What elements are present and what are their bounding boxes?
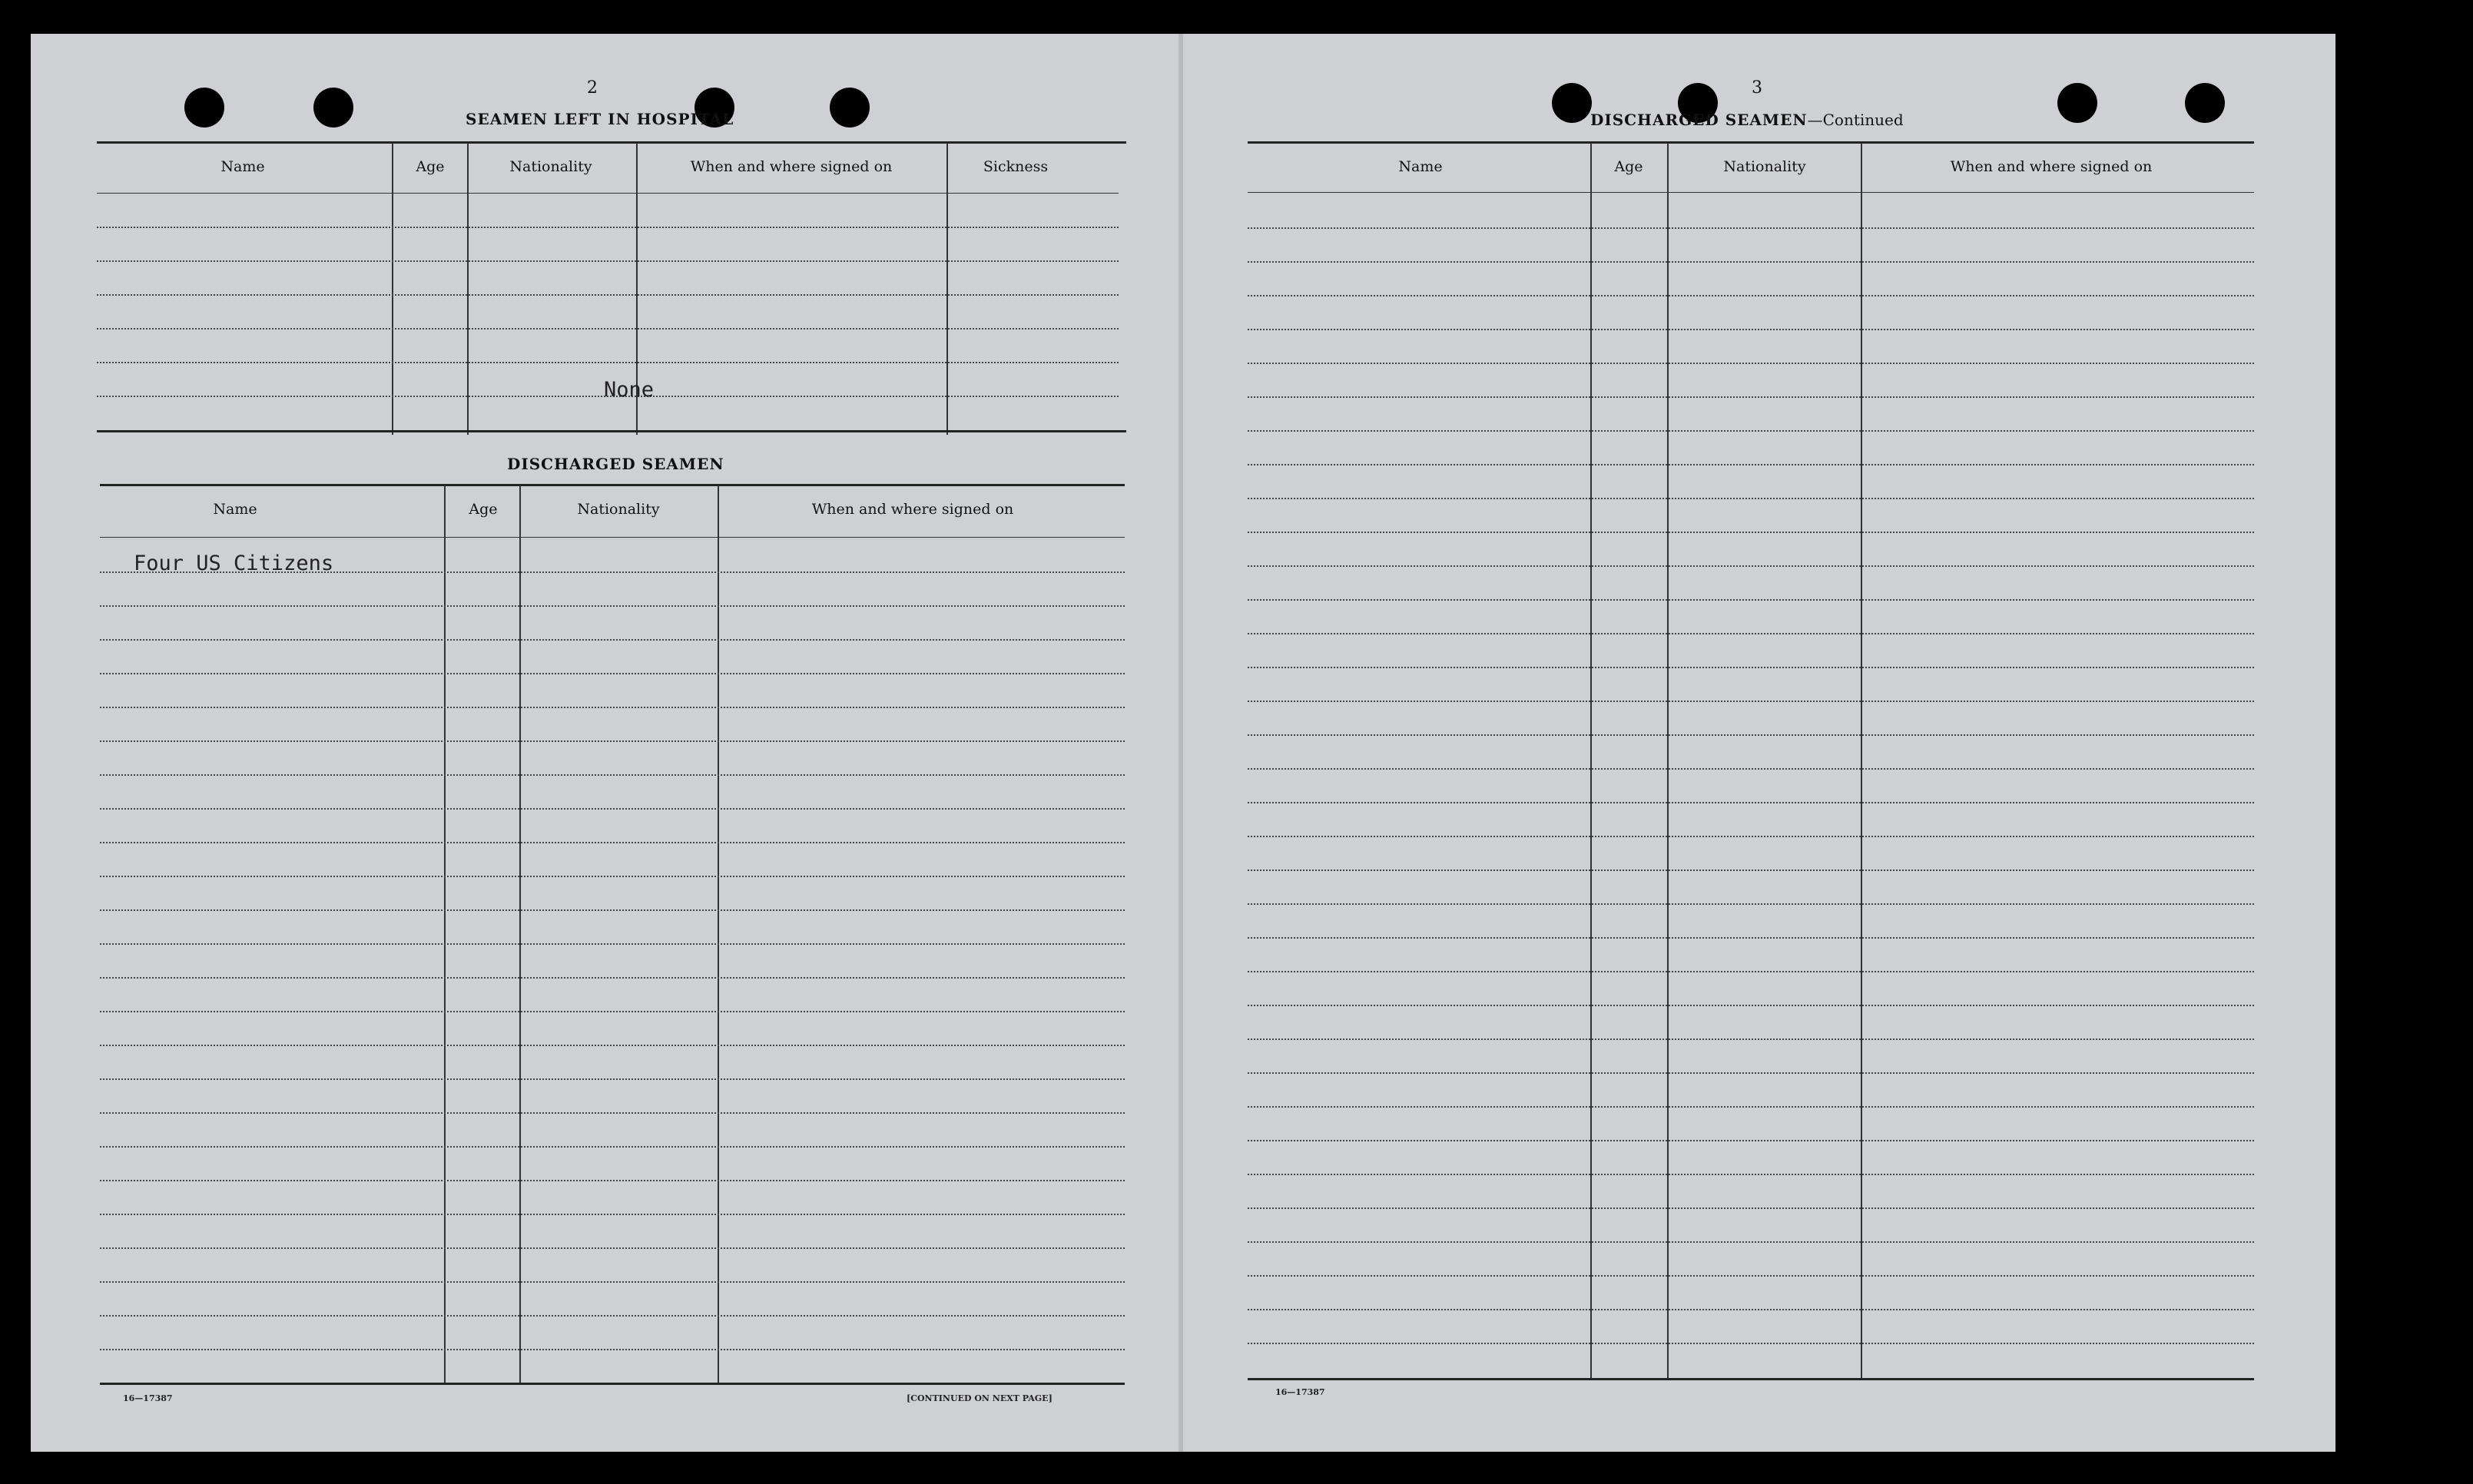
table-top-rule: [97, 141, 1126, 144]
column-divider: [519, 485, 521, 1384]
punch-hole: [2057, 83, 2097, 123]
discharged-continued-title: [1590, 111, 1904, 129]
entry-line: [1248, 295, 2254, 296]
entry-line: [1248, 1309, 2254, 1310]
entry-line: [97, 362, 1119, 363]
scanned-document-sheet: [31, 34, 2335, 1452]
punch-hole: [2185, 83, 2225, 123]
table-top-rule: [1248, 141, 2254, 144]
entry-line: [1248, 329, 2254, 330]
entry-line: [100, 1011, 1125, 1012]
entry-line: [1248, 227, 2254, 229]
entry-line: [100, 1349, 1125, 1350]
entry-line: [100, 1180, 1125, 1181]
col-nationality-header: Nationality: [1723, 158, 1806, 175]
column-divider: [444, 485, 446, 1384]
entry-line: [1248, 734, 2254, 736]
header-bottom-rule: [97, 193, 1119, 194]
entry-line: [100, 1247, 1125, 1249]
entry-line: [100, 1112, 1125, 1114]
entry-line: [100, 943, 1125, 945]
col-signed-on-header: When and where signed on: [811, 501, 1014, 518]
table-top-rule: [100, 484, 1125, 486]
punch-hole: [184, 88, 224, 128]
entry-line: [1248, 464, 2254, 465]
discharged-entry-four-us-citizens: Four US Citizens: [134, 552, 334, 575]
entry-line: [1248, 903, 2254, 905]
entry-line: [100, 1146, 1125, 1148]
entry-line: [1248, 532, 2254, 533]
col-name-header: Name: [220, 158, 265, 175]
punch-hole: [1552, 83, 1592, 123]
entry-line: [1248, 1207, 2254, 1209]
table-bottom-rule: [100, 1383, 1125, 1385]
form-number: 16—17387: [123, 1393, 173, 1403]
header-bottom-rule: [100, 537, 1125, 538]
entry-line: [100, 605, 1125, 607]
entry-line: [97, 260, 1119, 262]
entry-line: [1248, 971, 2254, 972]
col-sickness-header: Sickness: [983, 158, 1049, 175]
entry-line: [1248, 870, 2254, 871]
entry-line: [1248, 1106, 2254, 1108]
entry-line: [100, 1315, 1125, 1317]
entry-line: [1248, 498, 2254, 499]
col-name-header: Name: [1398, 158, 1443, 175]
entry-line: [1248, 836, 2254, 837]
entry-line: [100, 639, 1125, 641]
entry-line: [1248, 1275, 2254, 1277]
entry-line: [1248, 1072, 2254, 1074]
entry-line: [1248, 1038, 2254, 1040]
entry-line: [1248, 363, 2254, 364]
continued-note: [CONTINUED ON NEXT PAGE]: [907, 1393, 1053, 1403]
entry-line: [100, 1214, 1125, 1215]
entry-line: [1248, 599, 2254, 601]
entry-line: [1248, 1174, 2254, 1175]
entry-line: [1248, 802, 2254, 803]
title-main: DISCHARGED SEAMEN: [1590, 111, 1808, 129]
entry-line: [100, 673, 1125, 674]
entry-line: [100, 774, 1125, 776]
col-signed-on-header: When and where signed on: [690, 158, 893, 175]
entry-line: [100, 571, 1125, 573]
column-divider: [946, 143, 948, 435]
entry-line: [100, 876, 1125, 877]
entry-line: [1248, 565, 2254, 567]
col-name-header: Name: [213, 501, 257, 518]
entry-line: [100, 740, 1125, 742]
left-page: [31, 34, 1175, 1452]
table-bottom-rule: [1248, 1378, 2254, 1380]
entry-line: [100, 1281, 1125, 1283]
col-signed-on-header: When and where signed on: [1950, 158, 2153, 175]
entry-line: [1248, 633, 2254, 634]
entry-line: [97, 294, 1119, 296]
hospital-entry-none: None: [604, 378, 655, 402]
entry-line: [1248, 261, 2254, 263]
hospital-section-title: SEAMEN LEFT IN HOSPITAL: [466, 110, 734, 128]
punch-hole: [313, 88, 353, 128]
col-nationality-header: Nationality: [577, 501, 660, 518]
title-suffix: —Continued: [1807, 111, 1904, 129]
col-nationality-header: Nationality: [509, 158, 592, 175]
table-bottom-rule: [97, 430, 1126, 432]
entry-line: [1248, 430, 2254, 432]
form-number: 16—17387: [1275, 1387, 1325, 1397]
entry-line: [100, 909, 1125, 911]
entry-line: [1248, 1140, 2254, 1141]
page-number: 2: [587, 78, 598, 98]
entry-line: [97, 227, 1119, 228]
entry-line: [1248, 1005, 2254, 1006]
entry-line: [1248, 701, 2254, 702]
entry-line: [100, 808, 1125, 810]
entry-line: [100, 977, 1125, 979]
right-page: [1183, 34, 2335, 1452]
entry-line: [100, 842, 1125, 843]
col-age-header: Age: [416, 158, 445, 175]
entry-line: [1248, 667, 2254, 668]
entry-line: [100, 1078, 1125, 1080]
col-age-header: Age: [469, 501, 498, 518]
punch-hole: [830, 88, 870, 128]
entry-line: [1248, 1343, 2254, 1344]
entry-line: [1248, 937, 2254, 939]
column-divider: [718, 485, 719, 1384]
entry-line: [1248, 768, 2254, 770]
column-divider: [467, 143, 469, 435]
entry-line: [1248, 396, 2254, 398]
discharged-section-title: DISCHARGED SEAMEN: [507, 455, 724, 473]
col-age-header: Age: [1614, 158, 1643, 175]
entry-line: [1248, 1241, 2254, 1243]
entry-line: [97, 328, 1119, 330]
entry-line: [100, 1045, 1125, 1046]
page-number: 3: [1752, 78, 1762, 98]
column-divider: [392, 143, 393, 435]
header-bottom-rule: [1248, 192, 2254, 193]
entry-line: [100, 707, 1125, 708]
